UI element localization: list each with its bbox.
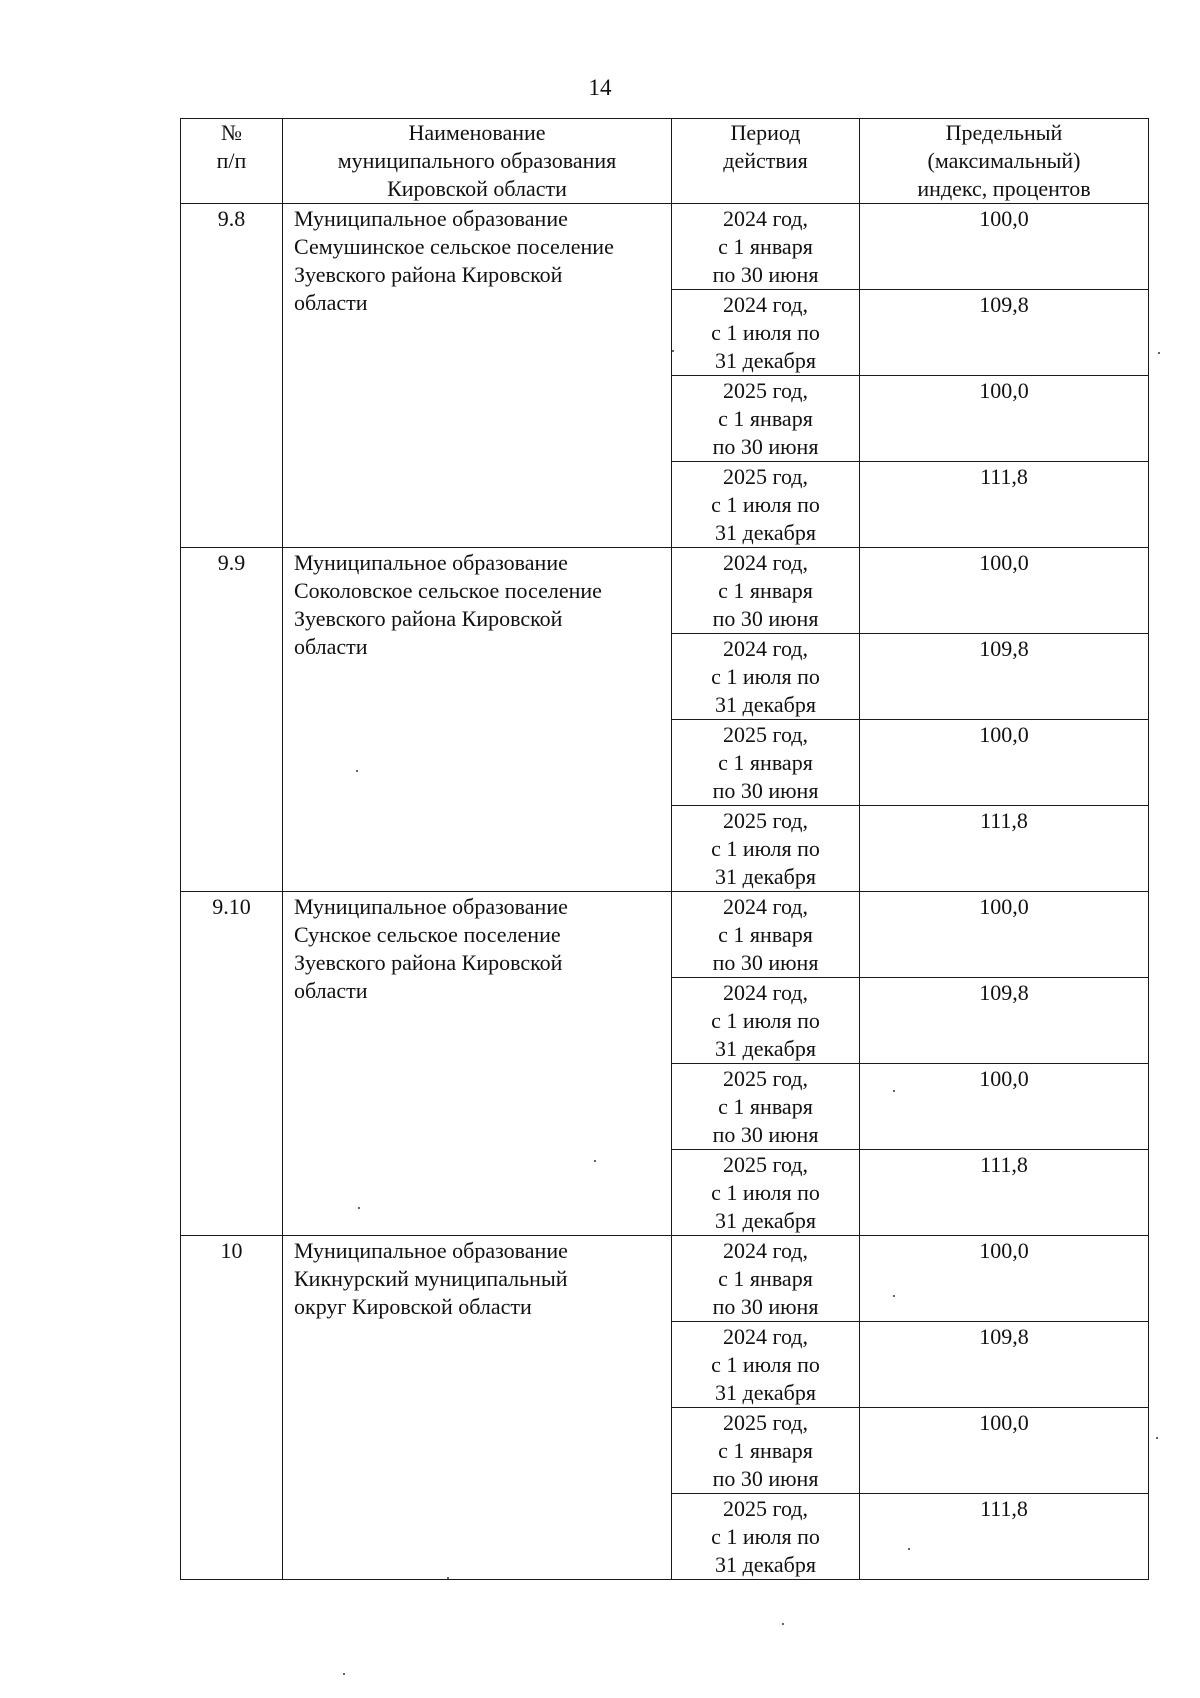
period-cell xyxy=(672,1064,860,1150)
period-text: 2025 год, с 1 июля по 31 декабря xyxy=(711,1152,820,1233)
municipality-name: Муниципальное образование Кикнурский муниципальный округ Кировской области xyxy=(294,1238,568,1319)
period-cell xyxy=(672,892,860,978)
period-cell xyxy=(672,204,860,290)
period-text: 2025 год, с 1 января по 30 июня xyxy=(712,1410,819,1491)
index-value-cell: 100,0 xyxy=(860,892,1149,978)
index-value-cell: 109,8 xyxy=(860,978,1149,1064)
header-name: Наименование муниципального образования Кировской области xyxy=(283,119,672,204)
scan-speck xyxy=(356,770,358,772)
header-period: Период действия xyxy=(672,119,860,204)
index-value-cell: 109,8 xyxy=(860,290,1149,376)
index-value-cell: 100,0 xyxy=(860,376,1149,462)
scan-speck xyxy=(447,1577,449,1579)
scan-speck xyxy=(594,1160,596,1162)
scan-speck xyxy=(782,1623,784,1625)
table-row xyxy=(181,204,1149,290)
header-index: Предельный (максимальный) индекс, процентов xyxy=(860,119,1149,204)
period-text: 2024 год, с 1 июля по 31 декабря xyxy=(711,1324,820,1405)
scan-speck xyxy=(893,1090,895,1092)
period-cell xyxy=(672,806,860,892)
period-text: 2025 год, с 1 января по 30 июня xyxy=(712,378,819,459)
row-number-cell: 10 xyxy=(181,1236,283,1580)
table-body xyxy=(181,204,1149,1580)
table-row xyxy=(181,548,1149,634)
index-value-cell: 100,0 xyxy=(860,204,1149,290)
period-cell xyxy=(672,978,860,1064)
table-header-row xyxy=(181,119,1149,204)
period-text: 2025 год, с 1 января по 30 июня xyxy=(712,1066,819,1147)
period-text: 2025 год, с 1 июля по 31 декабря xyxy=(711,808,820,889)
row-number-cell: 9.9 xyxy=(181,548,283,892)
period-cell xyxy=(672,720,860,806)
period-text: 2025 год, с 1 июля по 31 декабря xyxy=(711,1496,820,1577)
table-row xyxy=(181,1236,1149,1322)
municipality-name: Муниципальное образование Сунское сельское поселение Зуевского района Кировской области xyxy=(294,894,568,1003)
index-value-cell: 100,0 xyxy=(860,548,1149,634)
municipality-name-cell xyxy=(283,1236,672,1580)
index-value-cell: 100,0 xyxy=(860,720,1149,806)
page-number: 14 xyxy=(588,75,612,100)
index-value-cell: 111,8 xyxy=(860,1494,1149,1580)
table-row xyxy=(181,892,1149,978)
index-value-cell: 100,0 xyxy=(860,1408,1149,1494)
period-cell xyxy=(672,290,860,376)
period-cell xyxy=(672,548,860,634)
index-value-cell: 100,0 xyxy=(860,1236,1149,1322)
period-text: 2024 год, с 1 января по 30 июня xyxy=(712,206,819,287)
period-cell xyxy=(672,634,860,720)
municipality-name: Муниципальное образование Соколовское сельское поселение Зуевского района Кировской области xyxy=(294,550,602,659)
row-number-cell: 9.8 xyxy=(181,204,283,548)
period-text: 2025 год, с 1 января по 30 июня xyxy=(712,722,819,803)
row-number-cell: 9.10 xyxy=(181,892,283,1236)
period-text: 2024 год, с 1 января по 30 июня xyxy=(712,1238,819,1319)
index-value-cell: 109,8 xyxy=(860,634,1149,720)
scan-speck xyxy=(672,350,674,352)
municipality-name-cell xyxy=(283,892,672,1236)
period-cell xyxy=(672,1494,860,1580)
index-value-cell: 111,8 xyxy=(860,462,1149,548)
period-text: 2024 год, с 1 июля по 31 декабря xyxy=(711,980,820,1061)
scan-speck xyxy=(358,1207,360,1209)
index-value-cell: 111,8 xyxy=(860,1150,1149,1236)
period-text: 2024 год, с 1 июля по 31 декабря xyxy=(711,292,820,373)
period-text: 2024 год, с 1 июля по 31 декабря xyxy=(711,636,820,717)
header-num: № п/п xyxy=(181,119,283,204)
period-text: 2024 год, с 1 января по 30 июня xyxy=(712,550,819,631)
index-value-cell: 100,0 xyxy=(860,1064,1149,1150)
period-cell xyxy=(672,1408,860,1494)
period-cell xyxy=(672,1150,860,1236)
scan-speck xyxy=(893,1295,895,1297)
period-text: 2025 год, с 1 июля по 31 декабря xyxy=(711,464,820,545)
period-cell xyxy=(672,1322,860,1408)
index-value-cell: 111,8 xyxy=(860,806,1149,892)
scan-speck xyxy=(1158,352,1160,354)
scan-speck xyxy=(908,1548,910,1550)
municipality-name-cell xyxy=(283,204,672,548)
period-cell xyxy=(672,462,860,548)
period-cell xyxy=(672,1236,860,1322)
index-value-cell: 109,8 xyxy=(860,1322,1149,1408)
scan-speck xyxy=(1156,1437,1158,1439)
period-text: 2024 год, с 1 января по 30 июня xyxy=(712,894,819,975)
municipality-name: Муниципальное образование Семушинское сельское поселение Зуевского района Кировской области xyxy=(294,206,614,315)
period-cell xyxy=(672,376,860,462)
municipality-name-cell xyxy=(283,548,672,892)
tariff-index-table xyxy=(180,118,1149,1580)
scan-speck xyxy=(343,1673,345,1675)
